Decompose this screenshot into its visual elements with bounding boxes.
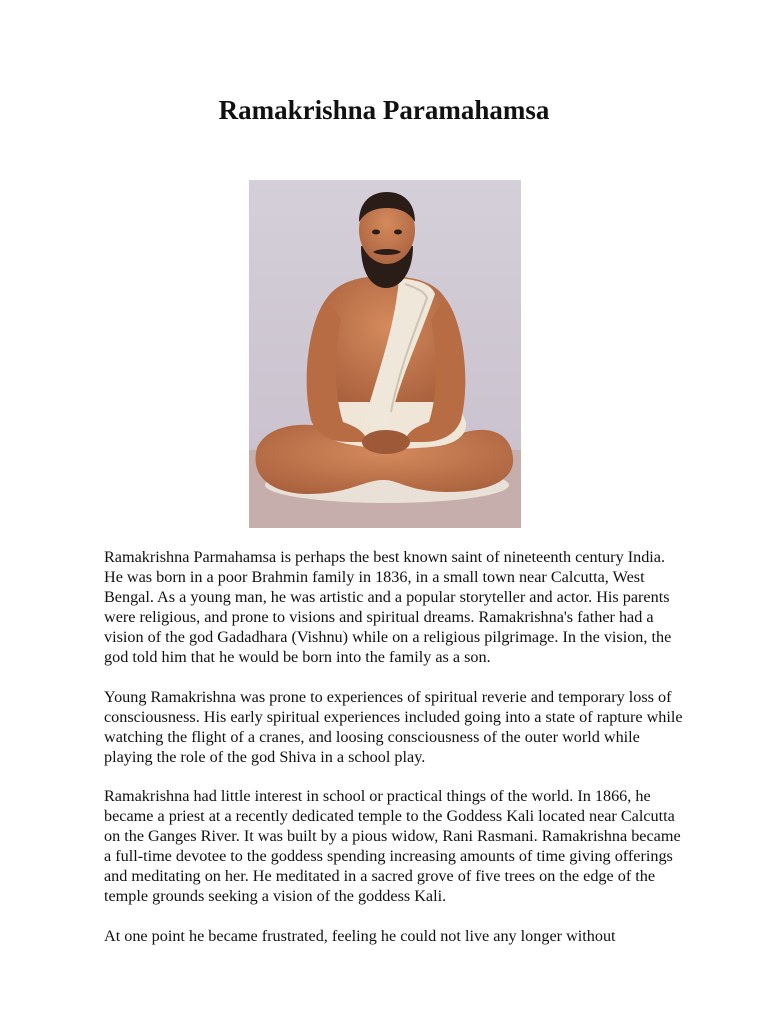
- seated-figure-portrait-icon: [249, 180, 521, 528]
- page-title: Ramakrishna Paramahamsa: [218, 95, 550, 125]
- paragraph-4: At one point he became frustrated, feeling he could not live any longer without: [104, 926, 616, 945]
- article-body: [104, 547, 684, 965]
- portrait-image: [249, 180, 521, 528]
- paragraph-1: Ramakrishna Parmahamsa is perhaps the best known saint of nineteenth century India. He was born in a poor Brahmin family in 1836, in a small town near Calcutta, West Bengal. As a young man, he was artistic and a popular storyteller and actor. His parents were religious, and prone to visions and spiritual dreams. Ramakrishna's father had a vision of the god Gadadhara (Vishnu) while on a religious pilgrimage. In the vision, the god told him that he would be born into the family as a son.: [104, 548, 672, 667]
- paragraph-3: Ramakrishna had little interest in school or practical things of the world. In 1866, he became a priest at a recently dedicated temple to the Goddess Kali located near Calcutta on the Ganges River. It was built by a pious widow, Rani Rasmani. Ramakrishna became a full-time devotee to the goddess spending increasing amounts of time giving offerings and meditating on her. He meditated in a sacred grove of five trees on the edge of the temple grounds seeking a vision of the goddess Kali.: [104, 786, 681, 906]
- paragraph-2: Young Ramakrishna was prone to experiences of spiritual reverie and temporary loss of consciousness. His early spiritual experiences included going into a state of rapture while watching the flight of a cranes, and loosing consciousness of the outer world while playing the role of the god Shiva in a school play.: [104, 687, 683, 766]
